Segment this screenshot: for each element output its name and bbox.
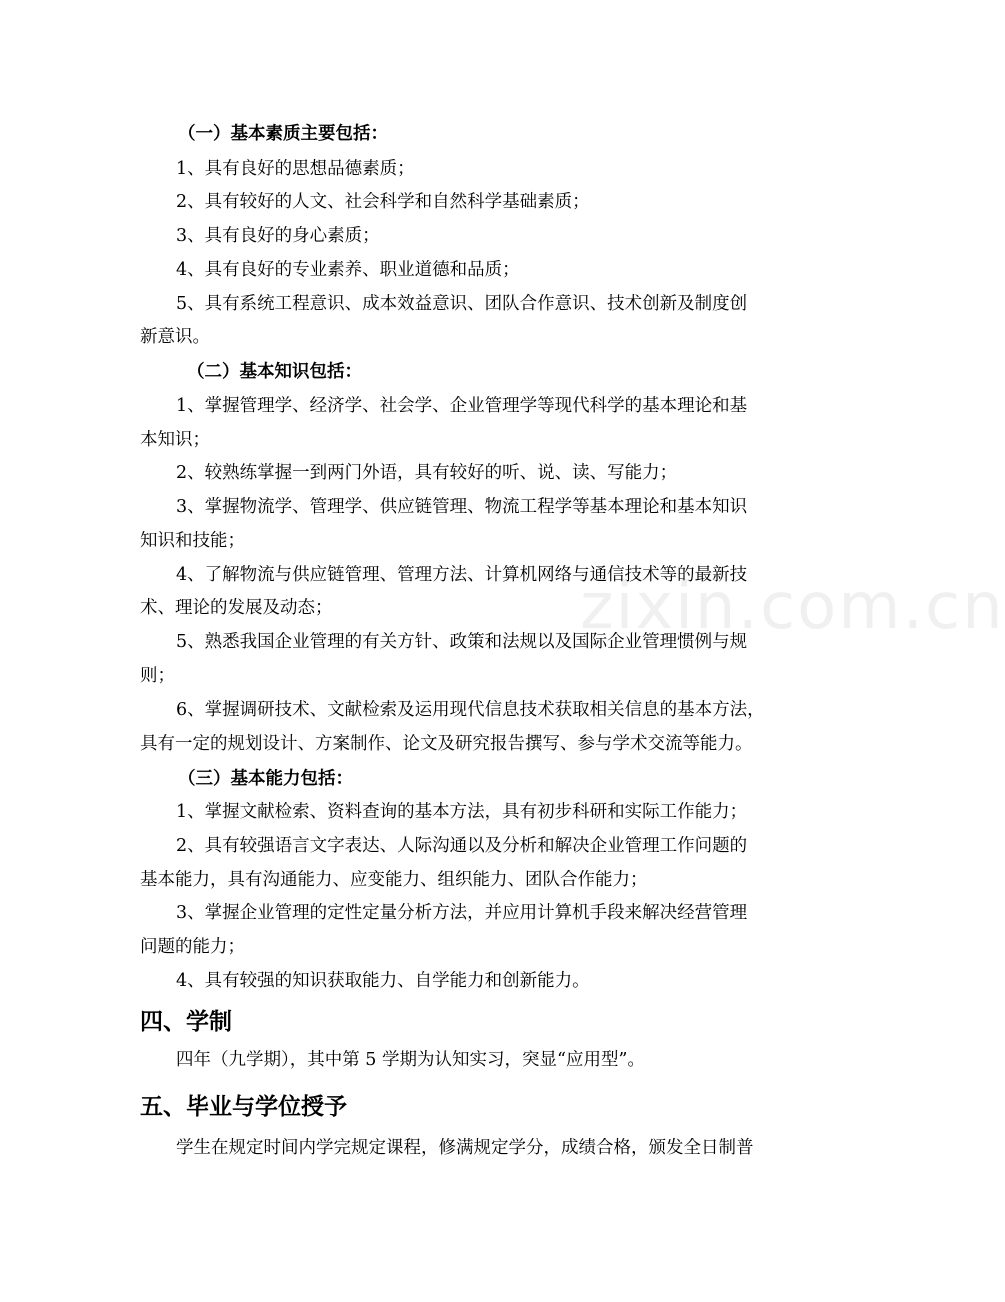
list-item: 3、掌握企业管理的定性定量分析方法，并应用计算机手段来解决经营管理 <box>176 903 748 923</box>
subheading-basic-ability: （三）基本能力包括： <box>178 769 353 789</box>
list-item-continuation: 则； <box>140 666 175 686</box>
list-item-continuation: 新意识。 <box>140 327 210 347</box>
list-item: 1、具有良好的思想品德素质； <box>176 159 415 179</box>
list-item-continuation: 基本能力，具有沟通能力、应变能力、组织能力、团队合作能力； <box>140 870 648 890</box>
list-item: 1、掌握文献检索、资料查询的基本方法，具有初步科研和实际工作能力； <box>176 802 748 822</box>
list-item-continuation: 本知识； <box>140 430 210 450</box>
list-item: 4、具有较强的知识获取能力、自学能力和创新能力。 <box>176 971 590 991</box>
list-item: 2、具有较强语言文字表达、人际沟通以及分析和解决企业管理工作问题的 <box>176 836 748 856</box>
list-item: 5、熟悉我国企业管理的有关方针、政策和法规以及国际企业管理惯例与规 <box>176 632 748 652</box>
list-item: 3、具有良好的身心素质； <box>176 226 380 246</box>
subheading-basic-quality: （一）基本素质主要包括： <box>178 124 388 144</box>
paragraph: 学生在规定时间内学完规定课程，修满规定学分，成绩合格，颁发全日制普 <box>176 1138 754 1158</box>
list-item: 3、掌握物流学、管理学、供应链管理、物流工程学等基本理论和基本知识 <box>176 497 748 517</box>
watermark: zixin.com.cn <box>580 570 1005 644</box>
list-item-continuation: 术、理论的发展及动态； <box>140 598 333 618</box>
list-item-continuation: 具有一定的规划设计、方案制作、论文及研究报告撰写、参与学术交流等能力。 <box>140 734 753 754</box>
section-heading-schooling: 四、学制 <box>140 1009 232 1035</box>
paragraph: 四年（九学期），其中第 5 学期为认知实习，突显“应用型”。 <box>176 1050 645 1070</box>
subheading-basic-knowledge: （二）基本知识包括： <box>187 362 362 382</box>
list-item: 1、掌握管理学、经济学、社会学、企业管理学等现代科学的基本理论和基 <box>176 396 748 416</box>
section-heading-graduation: 五、毕业与学位授予 <box>140 1094 347 1120</box>
list-item: 4、了解物流与供应链管理、管理方法、计算机网络与通信技术等的最新技 <box>176 565 748 585</box>
list-item: 5、具有系统工程意识、成本效益意识、团队合作意识、技术创新及制度创 <box>176 294 748 314</box>
list-item: 6、掌握调研技术、文献检索及运用现代信息技术获取相关信息的基本方法， <box>176 700 765 720</box>
list-item-continuation: 问题的能力； <box>140 937 245 957</box>
list-item: 2、较熟练掌握一到两门外语，具有较好的听、说、读、写能力； <box>176 463 678 483</box>
list-item: 4、具有良好的专业素养、职业道德和品质； <box>176 260 520 280</box>
list-item-continuation: 知识和技能； <box>140 531 245 551</box>
list-item: 2、具有较好的人文、社会科学和自然科学基础素质； <box>176 192 590 212</box>
